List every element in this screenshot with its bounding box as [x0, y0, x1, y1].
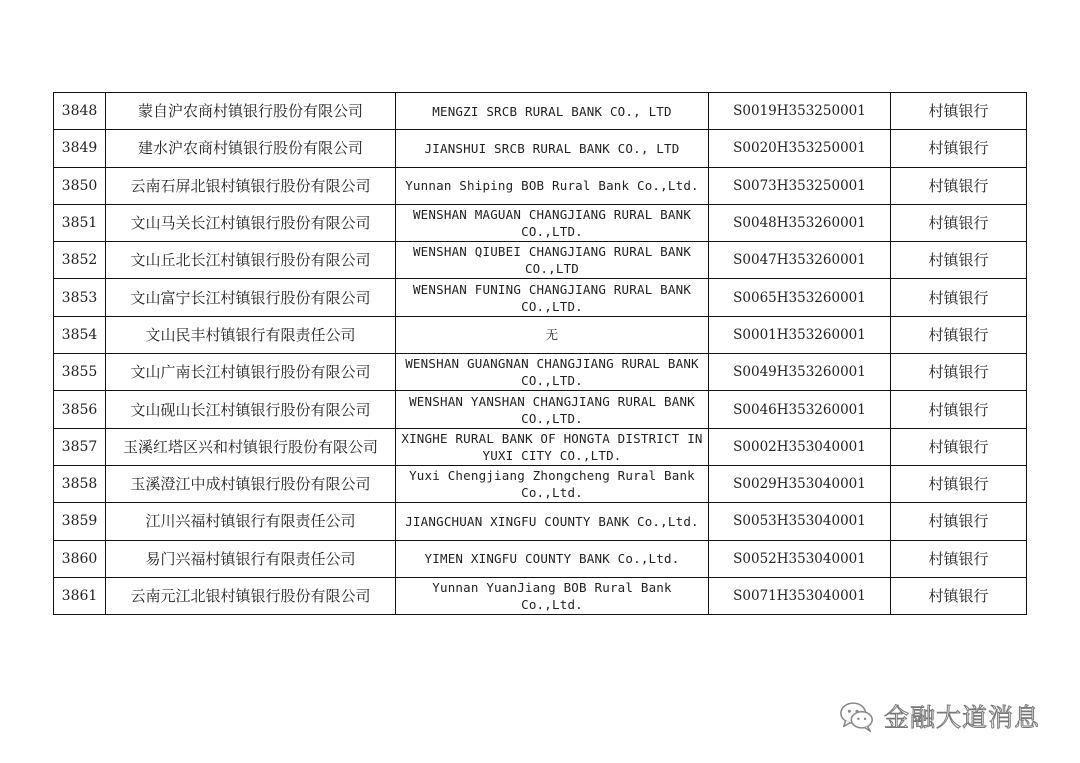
table-row: [54, 130, 1027, 167]
bank-name-en: XINGHE RURAL BANK OF HONGTA DISTRICT IN YUXI CITY CO.,LTD.: [396, 428, 709, 465]
license-code: S0047H353260001: [709, 242, 891, 279]
bank-name-en: Yuxi Chengjiang Zhongcheng Rural Bank Co.,Ltd.: [396, 465, 709, 502]
license-code: S0071H353040001: [709, 577, 891, 614]
bank-name-cn: 文山丘北长江村镇银行股份有限公司: [106, 242, 396, 279]
bank-name-en: YIMEN XINGFU COUNTY BANK Co.,Ltd.: [396, 540, 709, 577]
institution-type: 村镇银行: [891, 167, 1027, 204]
license-code: S0046H353260001: [709, 391, 891, 428]
license-code: S0049H353260001: [709, 354, 891, 391]
row-number: 3850: [54, 167, 106, 204]
bank-name-en: JIANSHUI SRCB RURAL BANK CO., LTD: [396, 130, 709, 167]
institution-type: 村镇银行: [891, 204, 1027, 241]
bank-name-cn: 蒙自沪农商村镇银行股份有限公司: [106, 93, 396, 130]
license-code: S0048H353260001: [709, 204, 891, 241]
bank-name-cn: 文山砚山长江村镇银行股份有限公司: [106, 391, 396, 428]
license-code: S0052H353040001: [709, 540, 891, 577]
table-row: [54, 577, 1027, 614]
watermark-text: 金融大道消息: [884, 703, 1041, 732]
bank-name-cn: 云南石屏北银村镇银行股份有限公司: [106, 167, 396, 204]
table-row: [54, 93, 1027, 130]
bank-name-cn: 江川兴福村镇银行有限责任公司: [106, 503, 396, 540]
institution-type: 村镇银行: [891, 316, 1027, 353]
table-row: [54, 503, 1027, 540]
bank-name-en: WENSHAN GUANGNAN CHANGJIANG RURAL BANK CO.,LTD.: [396, 354, 709, 391]
bank-name-cn: 易门兴福村镇银行有限责任公司: [106, 540, 396, 577]
row-number: 3853: [54, 279, 106, 316]
license-code: S0001H353260001: [709, 316, 891, 353]
bank-name-en: 无: [396, 316, 709, 353]
row-number: 3856: [54, 391, 106, 428]
institution-type: 村镇银行: [891, 130, 1027, 167]
row-number: 3858: [54, 465, 106, 502]
bank-name-cn: 文山马关长江村镇银行股份有限公司: [106, 204, 396, 241]
row-number: 3855: [54, 354, 106, 391]
table-row: [54, 540, 1027, 577]
table-row: [54, 391, 1027, 428]
institution-type: 村镇银行: [891, 242, 1027, 279]
bank-name-cn: 玉溪澄江中成村镇银行股份有限公司: [106, 465, 396, 502]
row-number: 3857: [54, 428, 106, 465]
bank-name-en: Yunnan YuanJiang BOB Rural Bank Co.,Ltd.: [396, 577, 709, 614]
watermark: [838, 697, 1040, 735]
license-code: S0065H353260001: [709, 279, 891, 316]
row-number: 3861: [54, 577, 106, 614]
table-row: [54, 279, 1027, 316]
row-number: 3860: [54, 540, 106, 577]
table-row: [54, 316, 1027, 353]
bank-list-table: [53, 92, 1027, 615]
table-row: [54, 465, 1027, 502]
license-code: S0073H353250001: [709, 167, 891, 204]
institution-type: 村镇银行: [891, 577, 1027, 614]
bank-list-body: [54, 93, 1027, 615]
bank-name-cn: 玉溪红塔区兴和村镇银行股份有限公司: [106, 428, 396, 465]
institution-type: 村镇银行: [891, 279, 1027, 316]
row-number: 3851: [54, 204, 106, 241]
institution-type: 村镇银行: [891, 391, 1027, 428]
bank-name-en: WENSHAN QIUBEI CHANGJIANG RURAL BANK CO.,LTD: [396, 242, 709, 279]
row-number: 3849: [54, 130, 106, 167]
license-code: S0002H353040001: [709, 428, 891, 465]
license-code: S0029H353040001: [709, 465, 891, 502]
bank-name-cn: 建水沪农商村镇银行股份有限公司: [106, 130, 396, 167]
table-row: [54, 167, 1027, 204]
bank-name-cn: 云南元江北银村镇银行股份有限公司: [106, 577, 396, 614]
bank-name-en: Yunnan Shiping BOB Rural Bank Co.,Ltd.: [396, 167, 709, 204]
institution-type: 村镇银行: [891, 428, 1027, 465]
table-row: [54, 242, 1027, 279]
row-number: 3852: [54, 242, 106, 279]
bank-name-cn: 文山广南长江村镇银行股份有限公司: [106, 354, 396, 391]
bank-name-en: MENGZI SRCB RURAL BANK CO., LTD: [396, 93, 709, 130]
license-code: S0053H353040001: [709, 503, 891, 540]
bank-name-en: WENSHAN FUNING CHANGJIANG RURAL BANK CO.,LTD.: [396, 279, 709, 316]
bank-name-cn: 文山富宁长江村镇银行股份有限公司: [106, 279, 396, 316]
table-row: [54, 204, 1027, 241]
wechat-icon: [838, 697, 876, 735]
bank-name-en: WENSHAN MAGUAN CHANGJIANG RURAL BANK CO.,LTD.: [396, 204, 709, 241]
institution-type: 村镇银行: [891, 503, 1027, 540]
row-number: 3848: [54, 93, 106, 130]
institution-type: 村镇银行: [891, 465, 1027, 502]
license-code: S0020H353250001: [709, 130, 891, 167]
bank-name-cn: 文山民丰村镇银行有限责任公司: [106, 316, 396, 353]
bank-name-en: JIANGCHUAN XINGFU COUNTY BANK Co.,Ltd.: [396, 503, 709, 540]
table-row: [54, 428, 1027, 465]
row-number: 3854: [54, 316, 106, 353]
institution-type: 村镇银行: [891, 93, 1027, 130]
license-code: S0019H353250001: [709, 93, 891, 130]
table-row: [54, 354, 1027, 391]
bank-name-en: WENSHAN YANSHAN CHANGJIANG RURAL BANK CO.,LTD.: [396, 391, 709, 428]
institution-type: 村镇银行: [891, 540, 1027, 577]
institution-type: 村镇银行: [891, 354, 1027, 391]
row-number: 3859: [54, 503, 106, 540]
